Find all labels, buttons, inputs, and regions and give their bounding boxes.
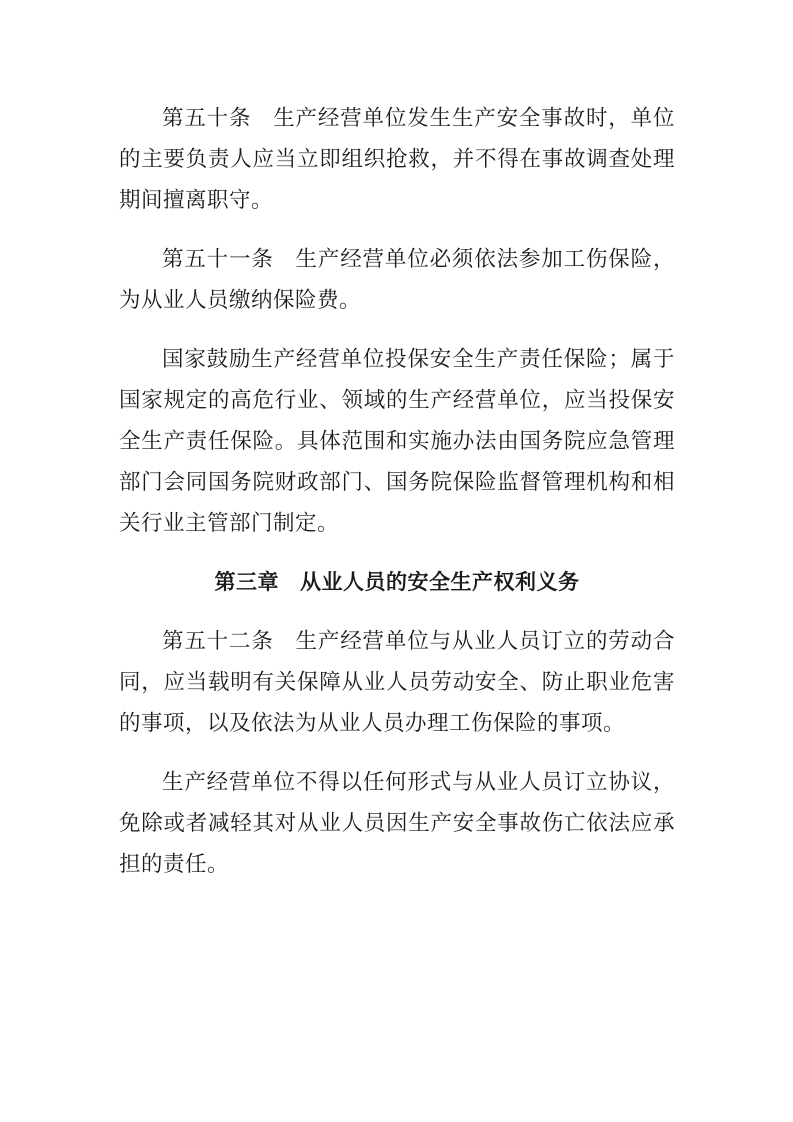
article-51-label: 第五十一条 — [162, 247, 274, 272]
article-52-text: 生产经营单位与从业人员订立的劳动合同，应当载明有关保障从业人员劳动安全、防止职业危害的事项，以及依法为从业人员办理工伤保险的事项。 — [119, 629, 675, 736]
article-51-text: 生产经营单位必须依法参加工伤保险，为从业人员缴纳保险费。 — [119, 247, 675, 313]
article-52-label: 第五十二条 — [162, 629, 274, 654]
article-51 — [119, 239, 675, 321]
article-52-paragraph-2: 生产经营单位不得以任何形式与从业人员订立协议，免除或者减轻其对从业人员因生产安全事故伤亡依法应承担的责任。 — [119, 770, 675, 877]
article-50-label: 第五十条 — [162, 106, 252, 131]
article-51-paragraph-2: 国家鼓励生产经营单位投保安全生产责任保险；属于国家规定的高危行业、领域的生产经营单位，应当投保安全生产责任保险。具体范围和实施办法由国务院应急管理部门会同国务院财政部门、国务院保险监督管理机构和相关行业主管部门制定。 — [119, 347, 675, 536]
article-50-text: 生产经营单位发生生产安全事故时，单位的主要负责人应当立即组织抢救，并不得在事故调查处理期间擅离职守。 — [119, 106, 675, 213]
chapter-label: 第三章 — [214, 570, 279, 594]
document-page — [119, 98, 675, 903]
article-52 — [119, 621, 675, 744]
article-50 — [119, 98, 675, 221]
chapter-title: 从业人员的安全生产权利义务 — [300, 570, 580, 594]
chapter-heading — [119, 562, 675, 603]
